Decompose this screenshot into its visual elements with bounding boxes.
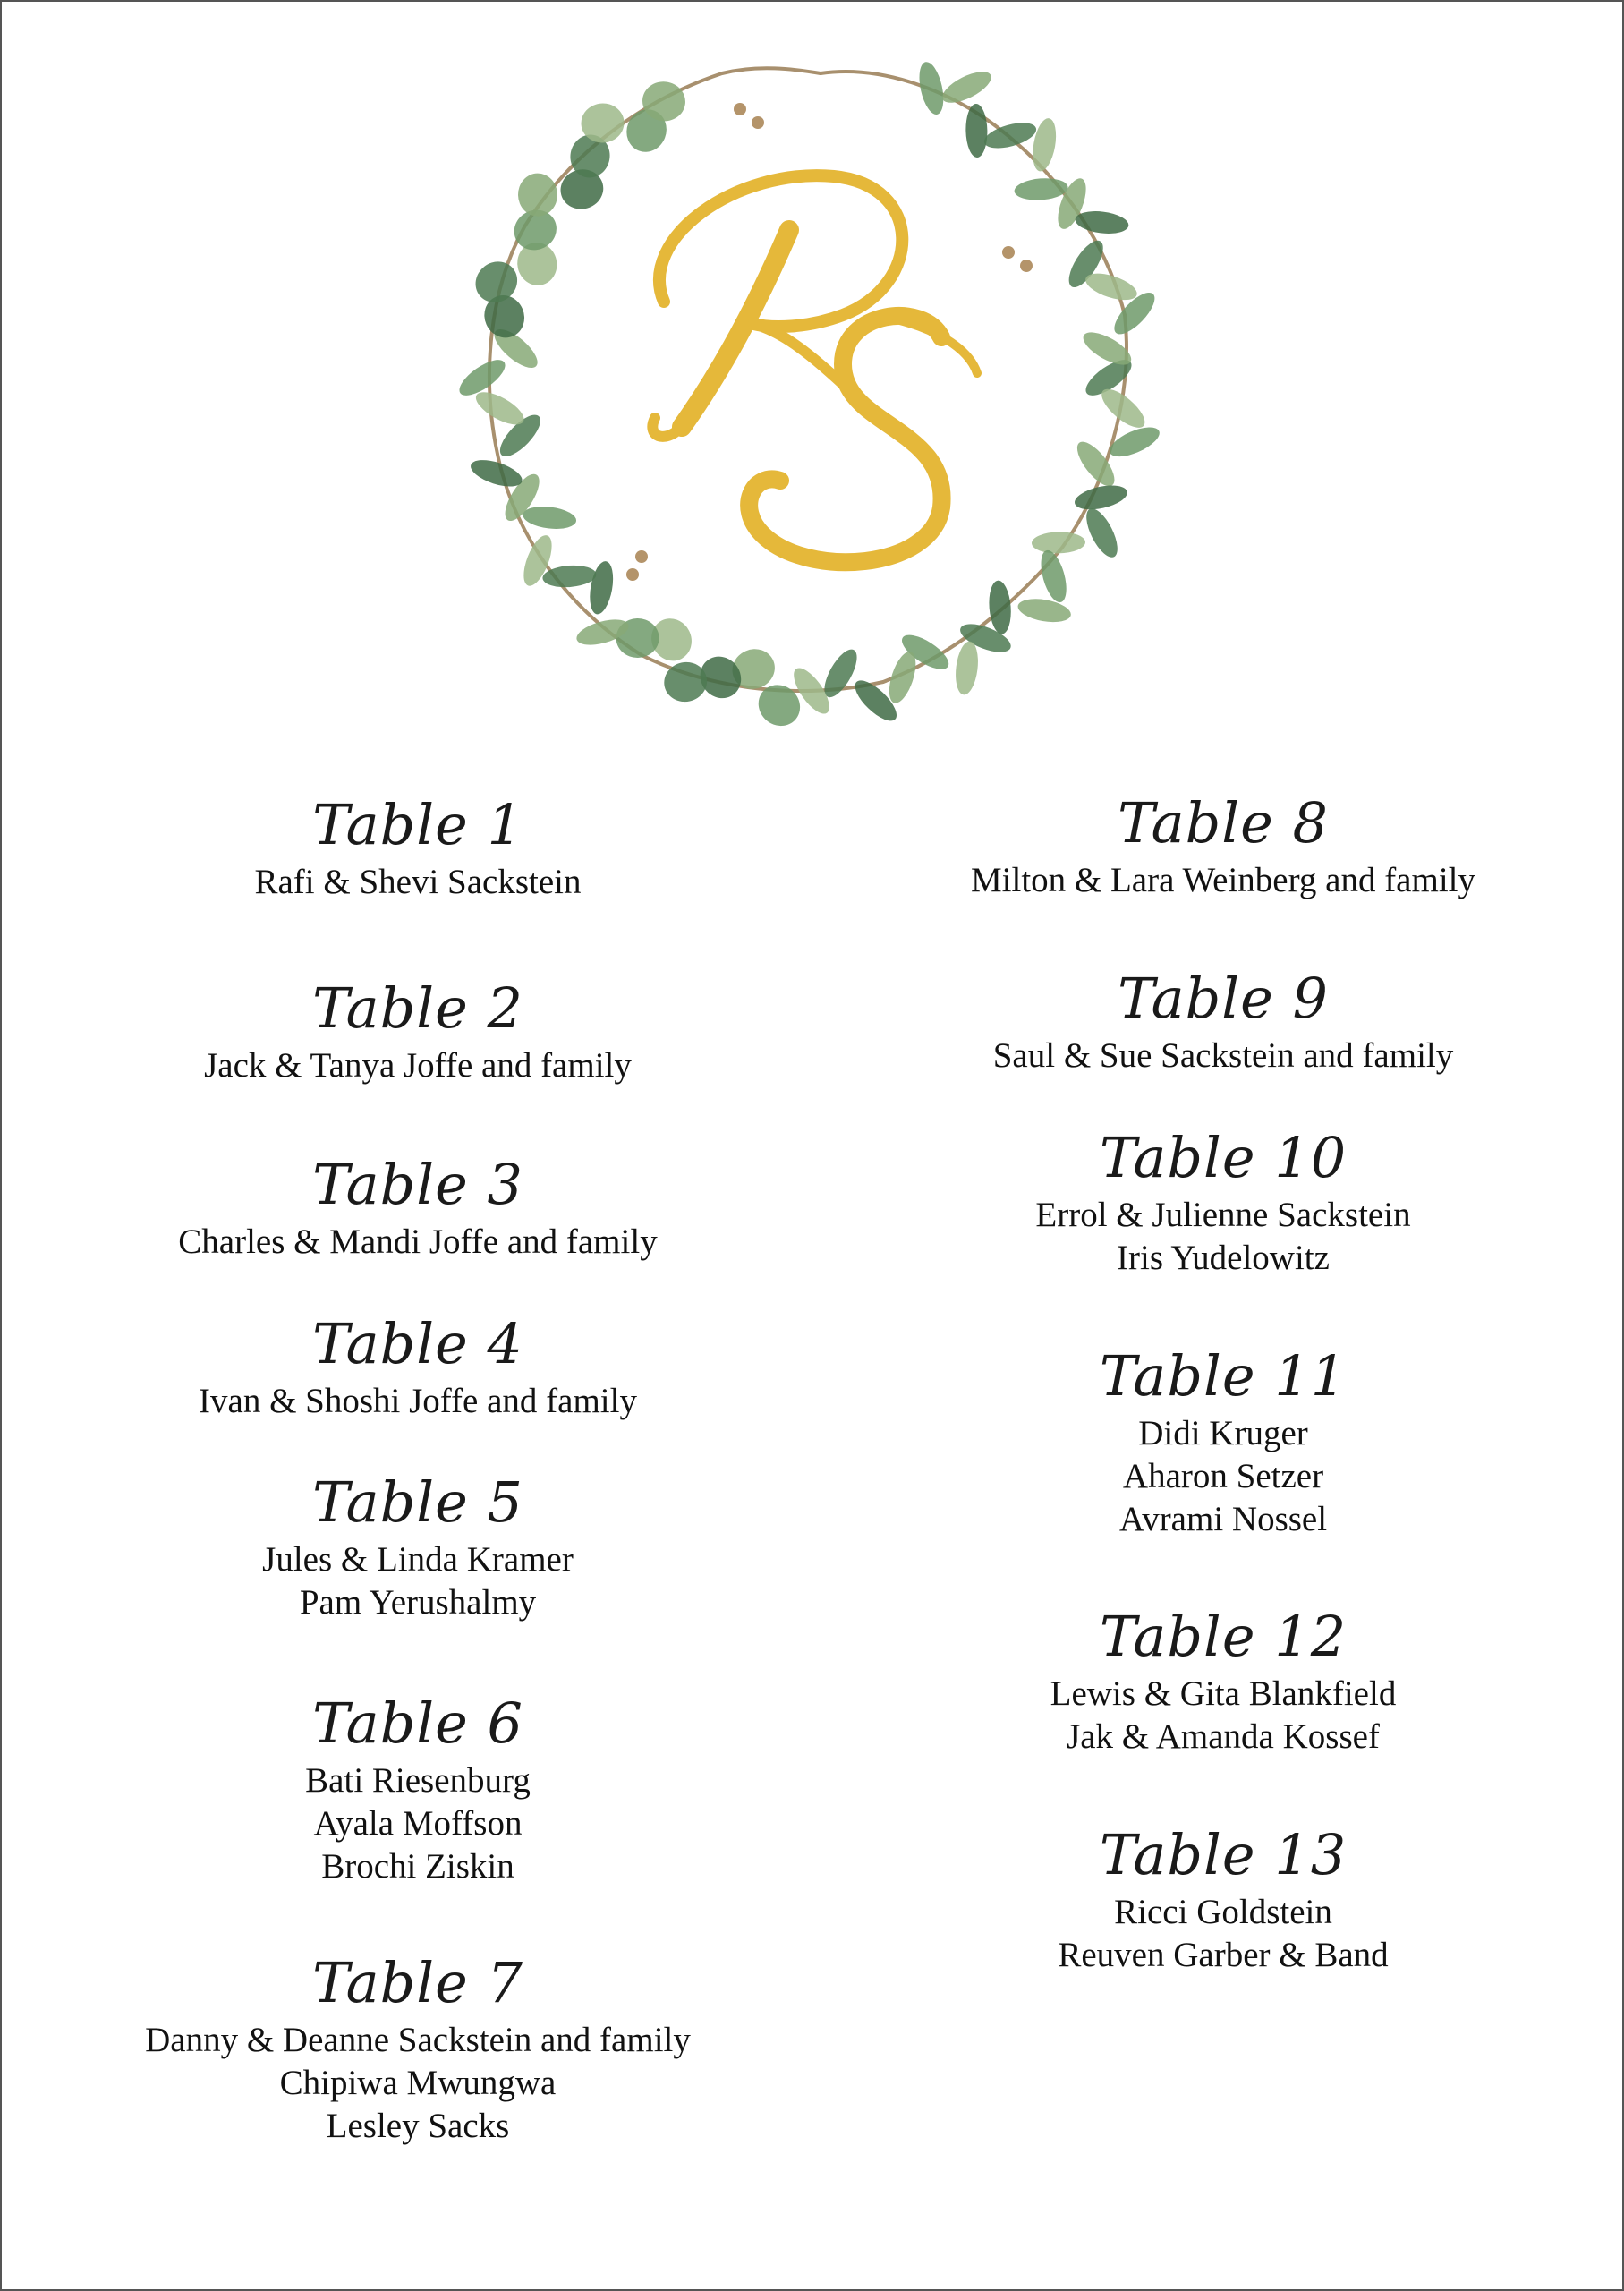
guest-name: Avrami Nossel [1118,1500,1328,1538]
leaf-icon [1080,504,1124,561]
leaf-icon [953,640,981,695]
leaf-icon [542,564,598,590]
leaf-icon [987,580,1013,635]
table-block [29,1308,807,1423]
table-title: Table 9 [1118,966,1329,1031]
table-block [834,1601,1612,1759]
berry-icon [734,103,746,115]
guest-name: Lesley Sacks [326,2107,510,2145]
berry-icon [1002,246,1015,259]
guest-name: Bati Riesenburg [305,1761,531,1800]
guest-name: Rafi & Shevi Sackstein [254,863,582,901]
leaf-icon [1036,548,1071,605]
rs-monogram-logo [628,158,1004,588]
guest-name: Ayala Moffson [313,1804,523,1843]
guest-name: Ricci Goldstein [1114,1893,1332,1931]
leaf-icon [586,559,616,616]
table-block [834,963,1612,1077]
guest-name: Jak & Amanda Kossef [1067,1717,1380,1756]
table-block [834,788,1612,902]
table-title: Table 2 [312,975,523,1041]
guest-name: Chipiwa Mwungwa [279,2064,557,2102]
leaf-icon [1073,481,1130,514]
guest-name: Aharon Setzer [1122,1457,1324,1495]
table-title: Table 1 [312,792,523,857]
table-block [29,1467,807,1624]
guest-name: Didi Kruger [1138,1414,1308,1452]
table-block [834,1122,1612,1280]
leaf-icon [1032,532,1085,554]
guest-name: Jack & Tanya Joffe and family [204,1046,632,1085]
guest-name: Ivan & Shoshi Joffe and family [199,1382,637,1420]
guest-name: Danny & Deanne Sackstein and family [145,2021,691,2059]
guest-name: Jules & Linda Kramer [262,1540,574,1579]
guest-name: Errol & Julienne Sackstein [1035,1196,1411,1234]
guest-name: Iris Yudelowitz [1117,1239,1330,1277]
leaf-icon [522,504,577,532]
table-block [29,1947,807,2148]
table-block [29,1149,807,1264]
leaf-icon [1016,595,1073,626]
table-title: Table 8 [1118,790,1329,856]
table-block [29,789,807,904]
leaf-icon [938,65,995,109]
berry-icon [1020,260,1033,272]
leaf-icon [965,104,988,158]
guest-name: Saul & Sue Sackstein and family [992,1036,1454,1075]
table-title: Table 6 [312,1691,523,1756]
table-title: Table 13 [1099,1822,1348,1887]
table-title: Table 3 [312,1152,523,1217]
leaf-icon [468,455,525,491]
table-title: Table 11 [1099,1343,1348,1409]
table-block [834,1819,1612,1977]
guest-name: Milton & Lara Weinberg and family [970,861,1476,899]
guest-name: Charles & Mandi Joffe and family [178,1222,658,1261]
leaf-icon [1029,116,1059,173]
guest-name: Pam Yerushalmy [299,1583,537,1622]
table-title: Table 5 [312,1469,523,1535]
guest-name: Brochi Ziskin [321,1847,514,1886]
table-block [29,1688,807,1888]
berry-icon [752,116,764,129]
table-title: Table 12 [1099,1604,1348,1669]
guest-name: Reuven Garber & Band [1058,1936,1389,1974]
table-title: Table 7 [312,1950,523,2015]
leaf-icon [1074,209,1129,236]
table-block [834,1341,1612,1541]
leaf-icon [1014,176,1069,202]
table-title: Table 10 [1099,1125,1348,1190]
guest-name: Lewis & Gita Blankfield [1050,1674,1397,1713]
leaf-icon [915,60,948,117]
table-block [29,973,807,1087]
leaf-icon [518,173,558,217]
table-title: Table 4 [312,1311,523,1376]
